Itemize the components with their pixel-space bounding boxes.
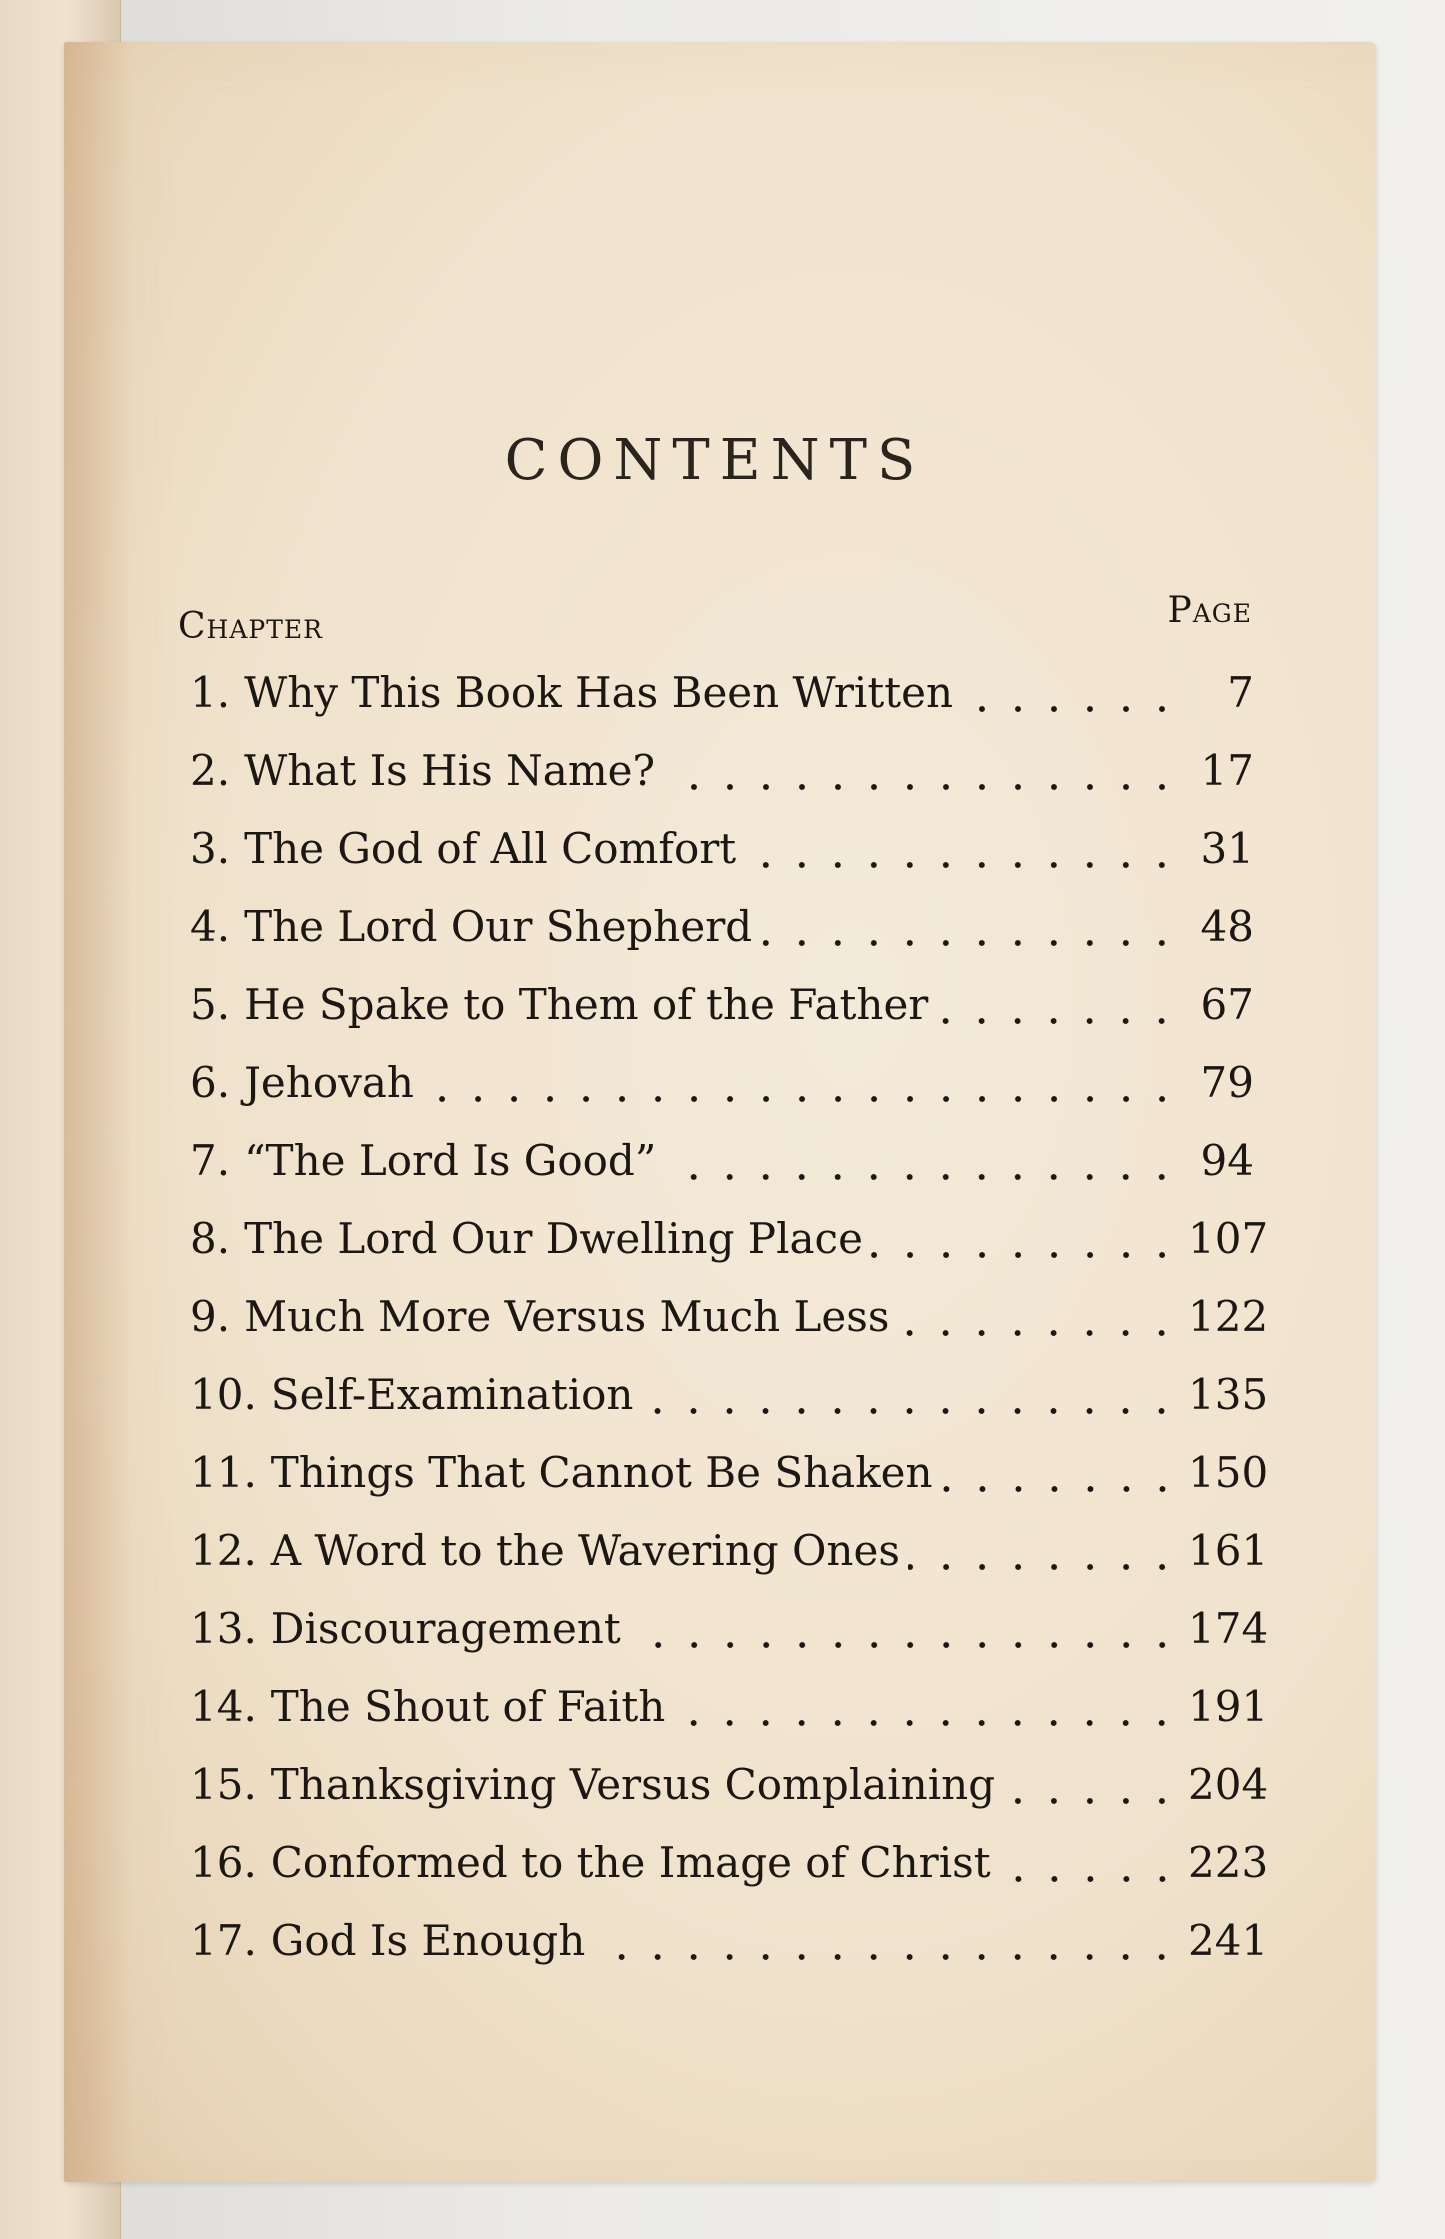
toc-entry [190,1356,1269,1434]
chapter-title: Things That Cannot Be Shaken [270,1448,933,1497]
toc-entry [190,1434,1269,1512]
toc-entry [190,1278,1269,1356]
chapter-number: 10. [190,1370,257,1419]
chapter-number: 14. [190,1682,257,1731]
page-number: 241 [1188,1916,1269,1965]
dot-leader [593,1947,1180,1967]
page-number: 7 [1227,668,1254,717]
chapter-number: 12. [190,1526,257,1575]
toc-entry [190,1902,1269,1980]
dot-leader [999,1869,1180,1889]
table-of-contents [190,654,1269,1980]
dot-leader [663,777,1180,797]
chapter-number: 5. [190,980,231,1029]
chapter-title: God Is Enough [270,1916,586,1965]
toc-entry [190,1044,1254,1122]
chapter-number: 6. [190,1058,231,1107]
page-column-heading: Page [1167,590,1252,631]
dot-leader [936,1011,1180,1031]
chapter-title: “The Lord Is Good” [244,1136,657,1185]
toc-entry [190,810,1254,888]
page-number: 67 [1200,980,1254,1029]
chapter-title: The Lord Our Dwelling Place [244,1214,863,1263]
toc-entry [190,1200,1269,1278]
chapter-number: 16. [190,1838,257,1887]
dot-leader [664,1167,1180,1187]
chapter-number: 13. [190,1604,257,1653]
dot-leader [1003,1791,1180,1811]
chapter-number: 2. [190,746,231,795]
chapter-title: Conformed to the Image of Christ [270,1838,991,1887]
toc-entry [190,1746,1269,1824]
dot-leader [871,1245,1180,1265]
toc-entry [190,1824,1269,1902]
chapter-title: Much More Versus Much Less [244,1292,890,1341]
chapter-title: Why This Book Has Been Written [244,668,954,717]
page-number: 79 [1200,1058,1254,1107]
dot-leader [673,1713,1180,1733]
page-number: 161 [1188,1526,1269,1575]
page-number: 135 [1188,1370,1269,1419]
page-number: 174 [1188,1604,1269,1653]
chapter-number: 1. [190,668,231,717]
chapter-number: 17. [190,1916,257,1965]
chapter-title: A Word to the Wavering Ones [270,1526,900,1575]
chapter-number: 8. [190,1214,231,1263]
chapter-title: The God of All Comfort [244,824,737,873]
chapter-number: 15. [190,1760,257,1809]
toc-entry [190,1668,1269,1746]
page-number: 94 [1200,1136,1254,1185]
page-number: 204 [1188,1760,1269,1809]
chapter-title: Thanksgiving Versus Complaining [270,1760,996,1809]
chapter-title: Jehovah [244,1058,414,1107]
page-number: 150 [1188,1448,1269,1497]
chapter-title: The Shout of Faith [270,1682,666,1731]
toc-entry [190,1590,1269,1668]
page-number: 122 [1188,1292,1269,1341]
dot-leader [641,1401,1180,1421]
toc-entry [190,888,1254,966]
chapter-number: 3. [190,824,231,873]
page-number: 17 [1200,746,1254,795]
dot-leader [744,855,1180,875]
chapter-title: He Spake to Them of the Father [244,980,929,1029]
dot-leader [422,1089,1180,1109]
chapter-number: 7. [190,1136,231,1185]
chapter-number: 9. [190,1292,231,1341]
page-number: 107 [1188,1214,1269,1263]
dot-leader [897,1323,1180,1343]
chapter-title: The Lord Our Shepherd [244,902,753,951]
chapter-title: Discouragement [270,1604,621,1653]
page-number: 48 [1200,902,1254,951]
toc-entry [190,1122,1254,1200]
dot-leader [961,699,1180,719]
chapter-number: 11. [190,1448,257,1497]
toc-entry [190,1512,1269,1590]
toc-entry [190,732,1254,810]
page-number: 31 [1200,824,1254,873]
toc-entry [190,966,1254,1044]
dot-leader [941,1479,1180,1499]
page-number: 223 [1188,1838,1269,1887]
toc-entry [190,654,1254,732]
page-number: 191 [1188,1682,1269,1731]
dot-leader [629,1635,1180,1655]
chapter-column-heading: Chapter [178,606,323,647]
chapter-title: What Is His Name? [244,746,656,795]
dot-leader [760,933,1180,953]
page-title: CONTENTS [504,428,926,493]
dot-leader [908,1557,1180,1577]
chapter-number: 4. [190,902,231,951]
chapter-title: Self-Examination [270,1370,634,1419]
